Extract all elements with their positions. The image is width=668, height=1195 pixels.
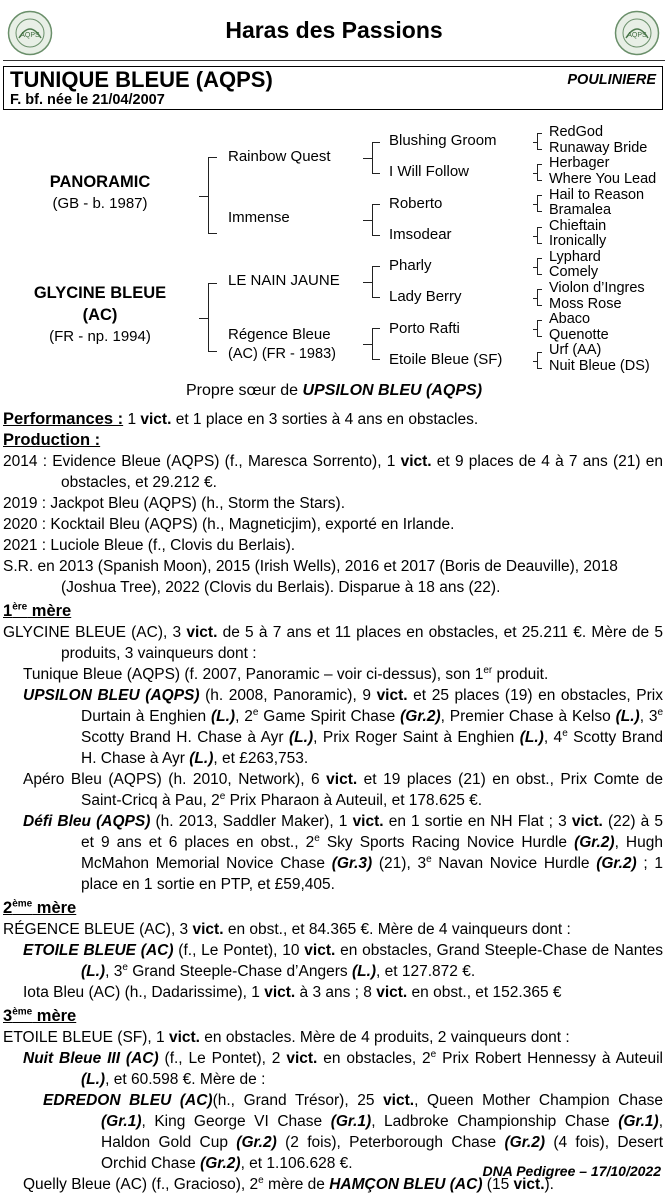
pedigree-gen3-1: Blushing Groom <box>389 132 497 149</box>
bracket-gen2-4 <box>372 328 380 360</box>
mere3-intro: ETOILE BLEUE (SF), 1 vict. en obstacles. Mère de 4 produits, 2 vainqueurs dont : <box>3 1029 570 1046</box>
bracket-gen3-7 <box>537 320 542 337</box>
production-2020: 2020 : Kocktail Bleu (AQPS) (h., Magneticjim), exporté en Irlande. <box>3 516 455 533</box>
pedigree-dam-info: (FR - np. 1994) <box>49 328 151 345</box>
mere2-iota: Iota Bleu (AC) (h., Dadarissime), 1 vict. à 3 ans ; 8 vict. en obst., et 152.365 € <box>23 984 562 1001</box>
mere3-quelly: Quelly Bleue (AC) (f., Gracioso), 2e mère de HAMÇON BLEU (AC) (15 vict.). <box>23 1174 554 1193</box>
pedigree-gen3-5: Pharly <box>389 257 432 274</box>
mere3-nuit: Nuit Bleue III (AC) (f., Le Pontet), 2 vict. en obstacles, 2e Prix Robert Hennessy à Auteuil (L.), et 60.598 €. Mère de : <box>23 1048 663 1088</box>
pedigree-gen2-1: Rainbow Quest <box>228 148 331 165</box>
pedigree-gen2-2: Immense <box>228 209 290 226</box>
pedigree-gen3-2: I Will Follow <box>389 163 470 180</box>
pedigree-gen4-16: Nuit Bleue (DS) <box>549 358 650 374</box>
svg-text:AQPS: AQPS <box>627 32 647 39</box>
bracket-gen3-3 <box>537 195 542 212</box>
pedigree-gen2-3: LE NAIN JAUNE <box>228 272 340 289</box>
horse-info-box <box>3 66 663 110</box>
mere1-upsilon: UPSILON BLEU (AQPS) (h. 2008, Panoramic), 9 vict. et 25 places (19) en obstacles, Prix Durtain à Enghien (L.), 2e Game Spirit Chase (Gr.2), Premier Chase à Kelso (L.), 3e Scotty Brand H. Chase à Ayr (L.), Prix Roger Saint à Enghien (L.), 4e Scotty Brand H. Chase à Ayr (L.), et £263,753. <box>23 687 664 767</box>
mere3-heading: 3ème mère <box>3 1006 77 1025</box>
mere1-tunique: Tunique Bleue (AQPS) (f. 2007, Panoramic – voir ci-dessus), son 1er produit. <box>23 664 549 683</box>
pedigree-dam-suffix: (AC) <box>82 306 118 324</box>
pedigree-gen2-4: Régence Bleue <box>228 326 331 343</box>
bracket-gen3-8 <box>537 352 542 369</box>
bracket-gen2-1 <box>372 142 380 174</box>
production-heading: Production : <box>3 431 101 449</box>
pedigree-gen4-7: Chieftain <box>549 218 607 234</box>
sibling-line <box>0 382 668 400</box>
mere2-heading: 2ème mère <box>3 898 77 917</box>
mere1-intro: GLYCINE BLEUE (AC), 3 vict. de 5 à 7 ans et 11 places en obstacles, et 25.211 €. Mère de 5 produits, 3 vainqueurs dont : <box>3 624 663 662</box>
performances-heading: Performances : <box>3 410 124 428</box>
bracket-gen3-6 <box>537 289 542 306</box>
pedigree-gen3-4: Imsodear <box>389 226 452 243</box>
footer-credit: DNA Pedigree – 17/10/2022 <box>482 1163 661 1179</box>
bracket-gen3-5 <box>537 258 542 275</box>
pedigree-gen4-11: Violon d’Ingres <box>549 280 645 296</box>
pedigree-gen2-4-info: (AC) (FR - 1983) <box>228 346 336 362</box>
mere1-defi: Défi Bleu (AQPS) (h. 2013, Saddler Maker), 1 vict. en 1 sortie en NH Flat ; 3 vict. (22) à 5 et 9 ans et 6 places en obst., 2e Sky Sports Racing Novice Hurdle (Gr.2), Hugh McMahon Memorial Novice Chase (Gr.3) (21), 3e Navan Novice Hurdle (Gr.2) ; 1 place en 1 sortie en PTP, et £59,405. <box>23 813 664 893</box>
mere1-apero: Apéro Bleu (AQPS) (h. 2010, Network), 6 vict. et 19 places (21) en obst., Prix Comte de Saint-Cricq à Pau, 2e Prix Pharaon à Auteuil, et 178.625 €. <box>23 771 664 809</box>
pedigree-gen3-7: Porto Rafti <box>389 320 460 337</box>
pedigree-dam: GLYCINE BLEUE <box>33 284 167 302</box>
production-2014: 2014 : Evidence Bleue (AQPS) (f., Maresca Sorrento), 1 vict. et 9 places de 4 à 7 ans (21) en obstacles, et 29.212 €. <box>3 453 663 491</box>
svg-text:AQPS: AQPS <box>20 32 40 39</box>
pedigree-gen4-10: Comely <box>549 264 599 280</box>
mere2-etoile: ETOILE BLEUE (AC) (f., Le Pontet), 10 vict. en obstacles, Grand Steeple-Chase de Nantes (L.), 3e Grand Steeple-Chase d’Angers (L.), et 127.872 €. <box>23 942 663 980</box>
bracket-gen3-4 <box>537 227 542 244</box>
pedigree-sire-info: (GB - b. 1987) <box>52 195 148 212</box>
mere3-edredon: EDREDON BLEU (AC)(h., Grand Trésor), 25 vict., Queen Mother Champion Chase (Gr.1), King George VI Chase (Gr.1), Ladbroke Championship Chase (Gr.1), Haldon Gold Cup (Gr.2) (2 fois), Peterborough Chase (Gr.2) (4 fois), Desert Orchid Chase (Gr.2), et 1.106.628 €. <box>43 1092 664 1172</box>
production-2021: 2021 : Luciole Bleue (f., Clovis du Berlais). <box>3 537 296 554</box>
pedigree-sire: PANORAMIC <box>49 173 151 191</box>
header-divider <box>3 60 665 61</box>
pedigree-gen3-3: Roberto <box>389 195 443 212</box>
bracket-gen3-1 <box>537 133 542 150</box>
production-2019: 2019 : Jackpot Bleu (AQPS) (h., Storm the Stars). <box>3 495 345 512</box>
sibling-name: UPSILON BLEU (AQPS) <box>302 382 483 399</box>
pedigree-gen4-13: Abaco <box>549 311 591 327</box>
pedigree-gen4-6: Bramalea <box>549 202 612 218</box>
mere1-heading: 1ère mère <box>3 601 72 620</box>
production-sr: S.R. en 2013 (Spanish Moon), 2015 (Irish Wells), 2016 et 2017 (Boris de Deauville), 2018 (Joshua Tree), 2022 (Clovis du Berlais). Disparue à 18 ans (22). <box>3 558 618 596</box>
bracket-gen3-2 <box>537 164 542 181</box>
bracket-dam <box>208 283 217 352</box>
pedigree-gen4-3: Herbager <box>549 155 610 171</box>
bracket-gen2-3 <box>372 266 380 298</box>
pedigree-gen4-4: Where You Lead <box>549 171 657 187</box>
performances-line: Performances : 1 vict. et 1 place en 3 sorties à 4 ans en obstacles. <box>3 410 479 428</box>
mere2-intro: RÉGENCE BLEUE (AC), 3 vict. en obst., et 84.365 €. Mère de 4 vainqueurs dont : <box>3 921 571 938</box>
pedigree-gen4-1: RedGod <box>549 124 604 140</box>
pedigree-gen4-9: Lyphard <box>549 249 601 265</box>
production-heading-line <box>3 430 663 451</box>
pedigree-gen4-2: Runaway Bride <box>549 140 648 156</box>
horse-name: TUNIQUE BLEUE (AQPS) <box>10 67 273 92</box>
pedigree-gen3-6: Lady Berry <box>389 288 462 305</box>
pedigree-gen4-5: Hail to Reason <box>549 187 645 203</box>
page-title: Haras des Passions <box>225 17 443 43</box>
bracket-sire <box>208 157 217 234</box>
pedigree-gen3-8: Etoile Bleue (SF) <box>389 351 503 368</box>
bracket-gen2-2 <box>372 204 380 236</box>
pedigree-gen4-15: Urf (AA) <box>549 342 602 358</box>
horse-birth-info: F. bf. née le 21/04/2007 <box>10 92 165 108</box>
pedigree-gen4-12: Moss Rose <box>549 296 622 312</box>
pedigree-gen4-8: Ironically <box>549 233 607 249</box>
sibling-prefix: Propre sœur de <box>185 382 299 399</box>
pedigree-gen4-14: Quenotte <box>549 327 609 343</box>
document-body <box>3 409 663 1195</box>
horse-type: POULINIERE <box>567 72 656 88</box>
